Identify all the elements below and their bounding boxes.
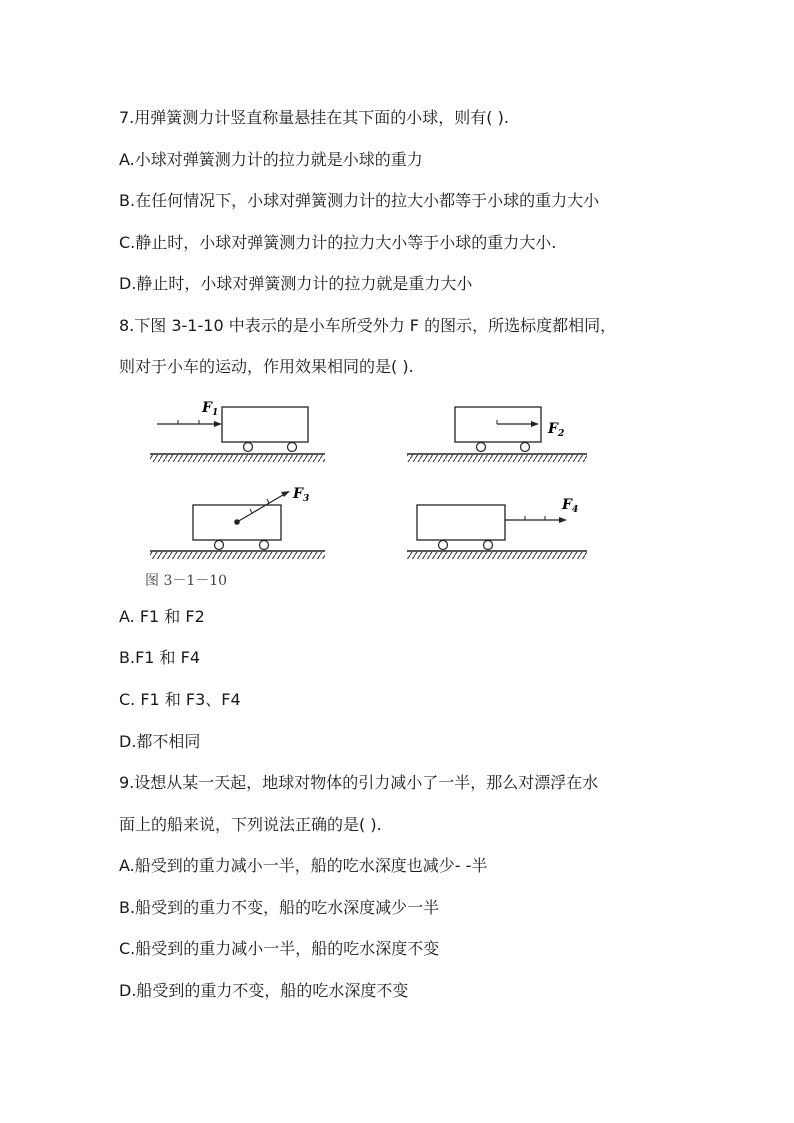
force-label-f1-sub: 1 [212,408,219,418]
question-8-stem-line1: 8.下图 3-1-10 中表示的是小车所受外力 F 的图示，所选标度都相同， [119,316,617,335]
figure-caption: 图 3－1－10 [145,573,228,589]
ground-hatch [150,552,325,559]
force-label-f3: F [293,486,303,502]
arrow-head-icon [559,517,567,523]
question-7-option-d: D.静止时，小球对弹簧测力计的拉力就是重力大小 [119,274,473,293]
question-7-option-c: C.静止时，小球对弹簧测力计的拉力大小等于小球的重力大小. [119,233,557,252]
question-9-option-c: C.船受到的重力减小一半，船的吃水深度不变 [119,939,440,958]
diagram-f3 [150,486,325,559]
question-8-option-d: D.都不相同 [119,732,201,751]
ground-hatch [150,455,325,462]
cart-wheel [244,443,253,452]
question-9-option-b: B.船受到的重力不变，船的吃水深度减少一半 [119,898,440,917]
force-label-f4: F [562,497,572,513]
cart-wheel [521,443,530,452]
question-8-option-a: A. F1 和 F2 [119,607,205,626]
ground-hatch [407,455,587,462]
question-8-option-c: C. F1 和 F3、F4 [119,690,241,709]
question-9-stem-line2: 面上的船来说，下列说法正确的是( ). [119,815,382,834]
question-7-option-b: B.在任何情况下，小球对弹簧测力计的拉大小都等于小球的重力大小 [119,191,600,210]
force-label-f4-sub: 4 [572,505,579,515]
force-label-f2: F [548,421,558,437]
question-9-option-a: A.船受到的重力减小一半，船的吃水深度也减少- -半 [119,856,488,875]
cart-wheel [260,541,269,550]
force-label-f1: F [202,400,212,416]
cart-body [222,407,308,442]
question-8-stem-line2: 则对于小车的运动，作用效果相同的是( ). [119,357,414,376]
force-label-f2-sub: 2 [558,429,565,439]
arrow-head-icon [281,491,290,497]
cart-wheel [439,541,448,550]
cart-body [417,505,505,540]
question-9-option-d: D.船受到的重力不变，船的吃水深度不变 [119,981,409,1000]
cart-wheel [477,443,486,452]
diagram-f1 [150,400,325,462]
cart-wheel [484,541,493,550]
ground-hatch [407,552,587,559]
diagram-f2 [407,407,587,462]
cart-wheel [215,541,224,550]
cart-wheel [288,443,297,452]
cart-force-figure [145,395,595,590]
question-8-option-b: B.F1 和 F4 [119,648,201,667]
force-label-f3-sub: 3 [303,494,310,504]
arrow-head-icon [214,421,222,427]
question-7-option-a: A.小球对弹簧测力计的拉力就是小球的重力 [119,150,423,169]
diagram-f4 [407,497,587,559]
question-7-stem: 7.用弹簧测力计竖直称量悬挂在其下面的小球，则有( ). [119,108,509,127]
question-9-stem-line1: 9.设想从某一天起，地球对物体的引力减小了一半，那么对漂浮在水 [119,773,599,792]
